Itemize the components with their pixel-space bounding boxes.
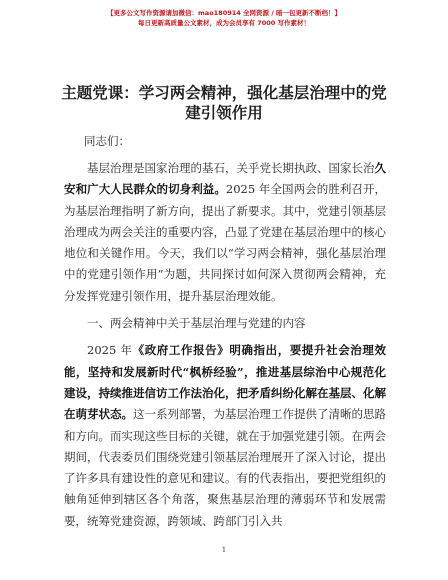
paragraph-section-1-emphasis: 《政府工作报告》明确指出，要提升社会治理效能，坚持和发展新时代“枫桥经验”，推进基层综治中心规范化建设，持续推进信访工作法治化，把矛盾纠纷化解在基层、化解在萌芽状态。 [64,343,386,422]
promo-banner-line-1: 【更多公文写作资源请加微信：mao180914 全网资源 / 暗一包更新不断档！】 [107,9,341,17]
salutation: 同志们： [84,134,130,148]
document-body [64,158,386,532]
promo-banner-line-2: 每日更新高质量公文素材，成为会员享有 7000 写作素材！ [137,19,311,27]
paragraph-intro-emphasis: 久安和广大人民群众的切身利益。 [64,161,386,197]
paragraph-intro-text-2: 2025 年全国两会的胜利召开，为基层治理指明了新方向，提出了新要求。其中，党建引领基层治理成为两会关注的重要内容，凸显了党建在基层治理中的核心地位和关键作用。今天，我们以“学习两会精神，强化基层治理中的党建引领作用”为题，共同探讨如何深入贯彻两会精神，充分发挥党建引领作用，提升基层治理效能。 [64,182,387,303]
promo-banner [0,8,448,28]
paragraph-intro-text-1: 基层治理是国家治理的基石，关乎党长期执政、国家长治 [87,161,375,175]
section-heading-1: 一、两会精神中关于基层治理与党建的内容 [87,316,306,331]
paragraph-section-1-text-2: 这一系列部署，为基层治理工作提供了清晰的思路和方向。而实现这些目标的关键，就在于加强党建引领。在两会期间，代表委员们围绕党建引领基层治理展开了深入讨论，提出了许多具有建设性的意见和建议。有的代表指出，要把党组织的触角延伸到辖区各个角落，聚焦基层治理的薄弱环节和发展需要，统筹党建资源，跨领域、跨部门引入共 [64,407,386,528]
paragraph-section-1-text-1: 2025 年 [87,343,133,358]
paragraph-intro [64,158,386,307]
page-number: 1 [221,546,227,554]
paragraph-section-1 [64,340,386,532]
document-title: 主题党课：学习两会精神，强化基层治理中的党建引领作用 [61,84,387,122]
